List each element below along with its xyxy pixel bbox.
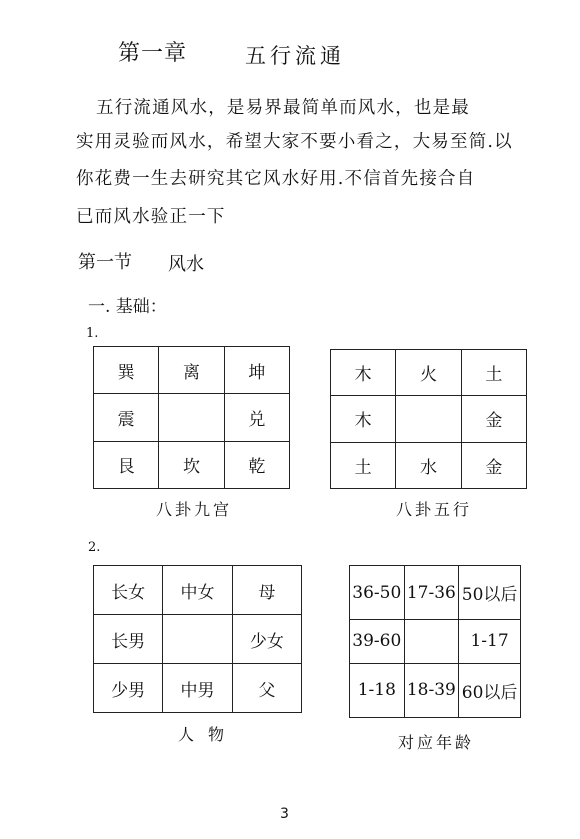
page-number: 3 <box>280 806 289 822</box>
grid-cell: 震 <box>94 394 159 441</box>
ages-caption: 对应年龄 <box>398 733 475 752</box>
grid-cell: 坤 <box>224 347 289 394</box>
grid-cell <box>163 615 232 664</box>
basics-heading: 一. 基础： <box>88 297 167 317</box>
grid-cell: 巽 <box>94 347 159 394</box>
grid-cell: 兑 <box>224 394 289 441</box>
group-marker: 1. <box>86 326 99 341</box>
grid-cell: 父 <box>232 664 301 713</box>
grid-cell: 60以后 <box>459 663 521 717</box>
chapter-number: 第一章 <box>118 41 188 66</box>
paragraph-line: 你花费一生去研究其它风水好用.不信首先接合自 <box>76 169 476 189</box>
grid-cell: 离 <box>159 347 224 394</box>
grid-cell <box>404 620 459 664</box>
bagua-caption: 八卦九宫 <box>156 500 233 519</box>
grid-cell <box>396 396 461 442</box>
grid-cell: 金 <box>461 442 526 488</box>
paragraph-line: 实用灵验而风水，希望大家不要小看之，大易至简.以 <box>76 132 513 152</box>
grid-cell: 金 <box>461 396 526 442</box>
grid-cell: 少女 <box>232 615 301 664</box>
paragraph-line: 已而风水验正一下 <box>76 207 226 227</box>
grid-cell <box>159 394 224 441</box>
section-title: 风水 <box>168 254 204 275</box>
grid-cell: 中男 <box>163 664 232 713</box>
grid-cell: 坎 <box>159 441 224 488</box>
grid-cell: 长男 <box>94 615 163 664</box>
paragraph-line: 五行流通风水，是易界最简单而风水，也是最 <box>96 98 470 118</box>
ages-grid <box>349 565 521 718</box>
grid-cell: 1-18 <box>350 663 405 717</box>
grid-cell: 长女 <box>94 566 163 615</box>
grid-cell: 母 <box>232 566 301 615</box>
grid-cell: 中女 <box>163 566 232 615</box>
group-marker: 2. <box>88 540 101 555</box>
grid-cell: 火 <box>396 350 461 396</box>
grid-cell: 艮 <box>94 441 159 488</box>
grid-cell: 少男 <box>94 664 163 713</box>
wuxing-caption: 八卦五行 <box>396 500 473 519</box>
grid-cell: 50以后 <box>459 566 521 620</box>
grid-cell: 17-36 <box>404 566 459 620</box>
grid-cell: 土 <box>331 442 396 488</box>
people-grid <box>93 565 302 713</box>
grid-cell: 土 <box>461 350 526 396</box>
grid-cell: 乾 <box>224 441 289 488</box>
bagua-grid <box>93 346 290 489</box>
grid-cell: 木 <box>331 350 396 396</box>
grid-cell: 39-60 <box>350 620 405 664</box>
people-caption: 人物 <box>178 725 239 744</box>
grid-cell: 木 <box>331 396 396 442</box>
chapter-title: 五行流通 <box>245 44 345 68</box>
grid-cell: 1-17 <box>459 620 521 664</box>
grid-cell: 36-50 <box>350 566 405 620</box>
grid-cell: 18-39 <box>404 663 459 717</box>
wuxing-grid <box>330 349 527 489</box>
section-number: 第一节 <box>78 252 132 273</box>
grid-cell: 水 <box>396 442 461 488</box>
